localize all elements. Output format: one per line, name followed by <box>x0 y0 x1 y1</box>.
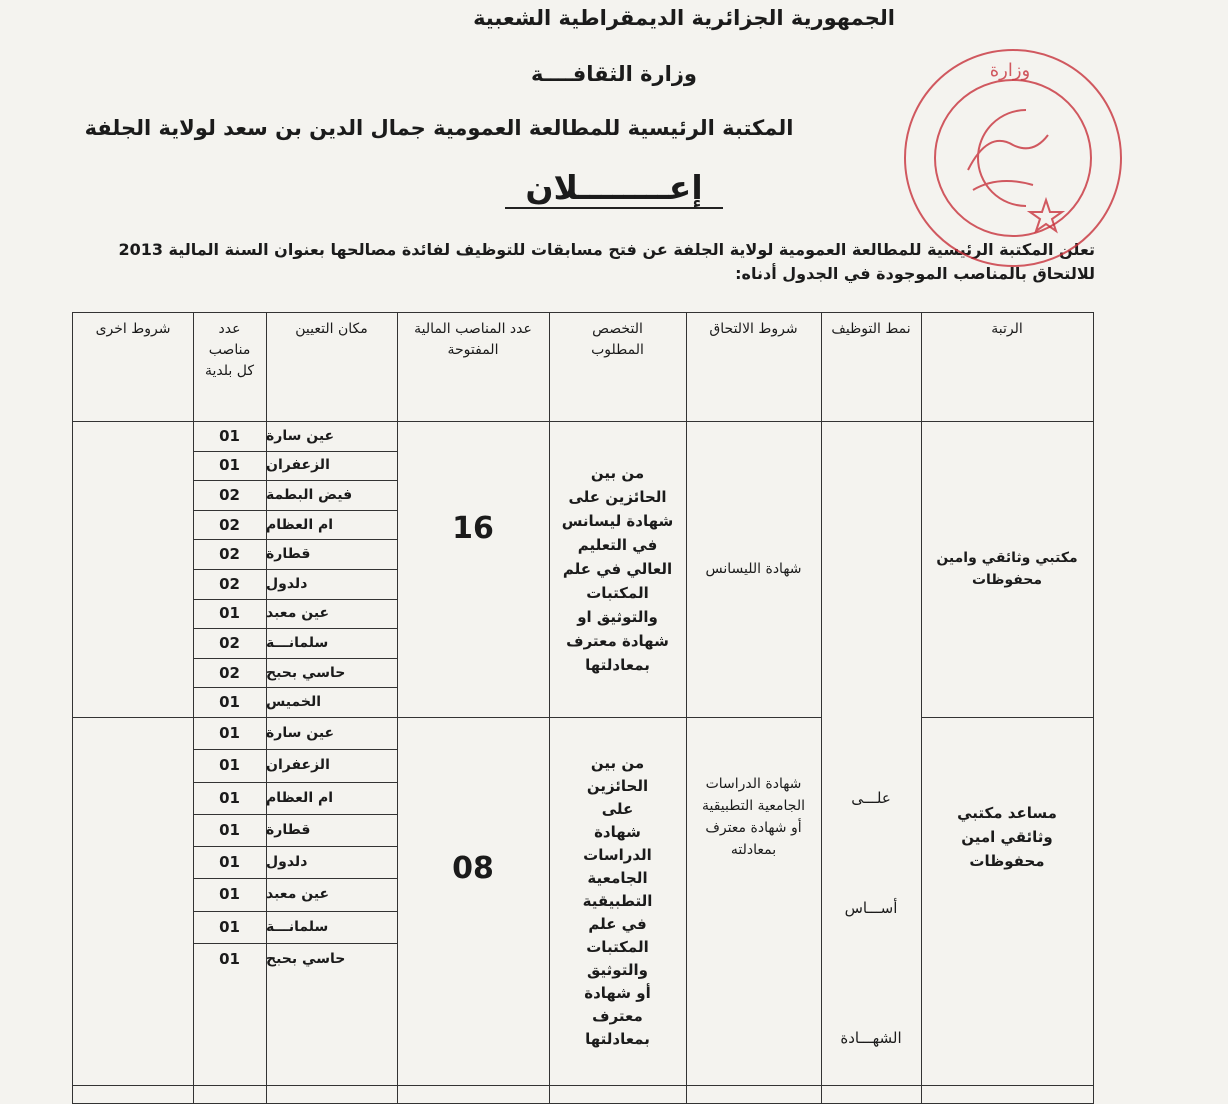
commune-post-count: 02 <box>219 485 240 504</box>
commune-name: عين معبد <box>266 886 330 903</box>
commune-name: سلمانـــة <box>266 918 329 935</box>
commune-post-count: 01 <box>219 456 240 475</box>
commune-post-count: 01 <box>219 853 240 872</box>
commune-name: دلدول <box>266 854 308 871</box>
commune-name: فيض البطمة <box>266 486 353 503</box>
header-mode: نمط التوظيف <box>831 321 911 337</box>
header-other-conditions: شروط اخرى <box>95 321 171 337</box>
commune-name: دلدول <box>266 575 308 592</box>
commune-post-count: 01 <box>219 604 240 623</box>
commune-post-count: 02 <box>219 545 240 564</box>
official-seal-stamp <box>898 40 1128 270</box>
commune-post-count: 01 <box>219 917 240 936</box>
mode-word-1: علـــى <box>851 789 891 807</box>
announcement-title-text: إعــــــــلان <box>505 168 722 209</box>
column-divider <box>397 313 398 1103</box>
commune-post-count: 01 <box>219 788 240 807</box>
commune-post-count: 01 <box>219 426 240 445</box>
condition-2: شهادة الدراسات الجامعية التطبيقية أو شهادة معترف بمعادلته <box>701 776 806 858</box>
commune-post-count: 02 <box>219 633 240 652</box>
header-conditions: شروط الالتحاق <box>709 321 798 337</box>
header-open-posts: عدد المناصب المالية المفتوحة <box>414 321 532 358</box>
library-heading: المكتبة الرئيسية للمطالعة العمومية جمال الدين بن سعد لولاية الجلفة <box>84 116 794 140</box>
commune-name: قطارة <box>266 821 311 838</box>
commune-name: عين معبد <box>266 605 330 622</box>
rank-2: مساعد مكتبي وثائقي امين محفوظات <box>957 804 1057 870</box>
commune-post-count: 02 <box>219 663 240 682</box>
header-specialty: التخصص المطلوب <box>591 321 644 358</box>
intro-paragraph: تعلن المكتبة الرئيسية للمطالعة العمومية لولاية الجلفة عن فتح مسابقات للتوظيف لفائدة مصالحها بعنوان السنة المالية 2013 للالتحاق بالمناصب الموجودة في الجدول أدناه: <box>118 240 1095 283</box>
open-posts-2: 08 <box>452 850 494 886</box>
commune-name: الزعفران <box>266 457 330 474</box>
commune-name: حاسي بحبح <box>266 950 346 967</box>
specialty-2: من بين الحائزين على شهادة الدراسات الجامعية التطبيقية في علم المكتبات والتوثيق أو شهادة معترف بمعادلتها <box>582 753 653 1048</box>
commune-name: الخميس <box>266 694 322 711</box>
header-rank: الرتبة <box>991 321 1023 337</box>
commune-name: الزعفران <box>266 757 330 774</box>
commune-post-count: 01 <box>219 756 240 775</box>
column-divider <box>821 313 822 1103</box>
header-place: مكان التعيين <box>295 321 368 337</box>
ministry-heading: وزارة الثقافــــة <box>531 62 697 86</box>
mode-word-3: الشهـــادة <box>840 1029 902 1047</box>
specialty-1: من بين الحائزين على شهادة ليسانس في التعليم العالي في علم المكتبات والتوثيق او شهادة معترف بمعادلتها <box>561 464 674 674</box>
commune-post-count: 02 <box>219 574 240 593</box>
table-bottom-line <box>73 1085 1093 1086</box>
commune-post-count: 02 <box>219 515 240 534</box>
commune-post-count: 01 <box>219 820 240 839</box>
commune-post-count: 01 <box>219 949 240 968</box>
commune-name: ام العظام <box>266 789 334 806</box>
commune-name: عين سارة <box>266 725 335 742</box>
rank-1: مكتبي وثائقي وامين محفوظات <box>936 550 1078 588</box>
commune-name: قطارة <box>266 546 311 563</box>
commune-post-count: 01 <box>219 885 240 904</box>
commune-name: عين سارة <box>266 427 335 444</box>
commune-name: ام العظام <box>266 516 334 533</box>
open-posts-1: 16 <box>452 510 494 546</box>
commune-name: سلمانـــة <box>266 634 329 651</box>
commune-name: حاسي بحبح <box>266 664 346 681</box>
republic-heading: الجمهورية الجزائرية الديمقراطية الشعبية <box>473 6 895 30</box>
positions-table <box>72 312 1094 1104</box>
seal-text: وزارة <box>989 60 1031 81</box>
mode-word-2: أســـاس <box>844 899 898 917</box>
commune-post-count: 01 <box>219 693 240 712</box>
commune-post-count: 01 <box>219 724 240 743</box>
condition-1: شهادة الليسانس <box>705 561 802 577</box>
header-per-commune: عدد مناصب كل بلدية <box>205 321 254 379</box>
